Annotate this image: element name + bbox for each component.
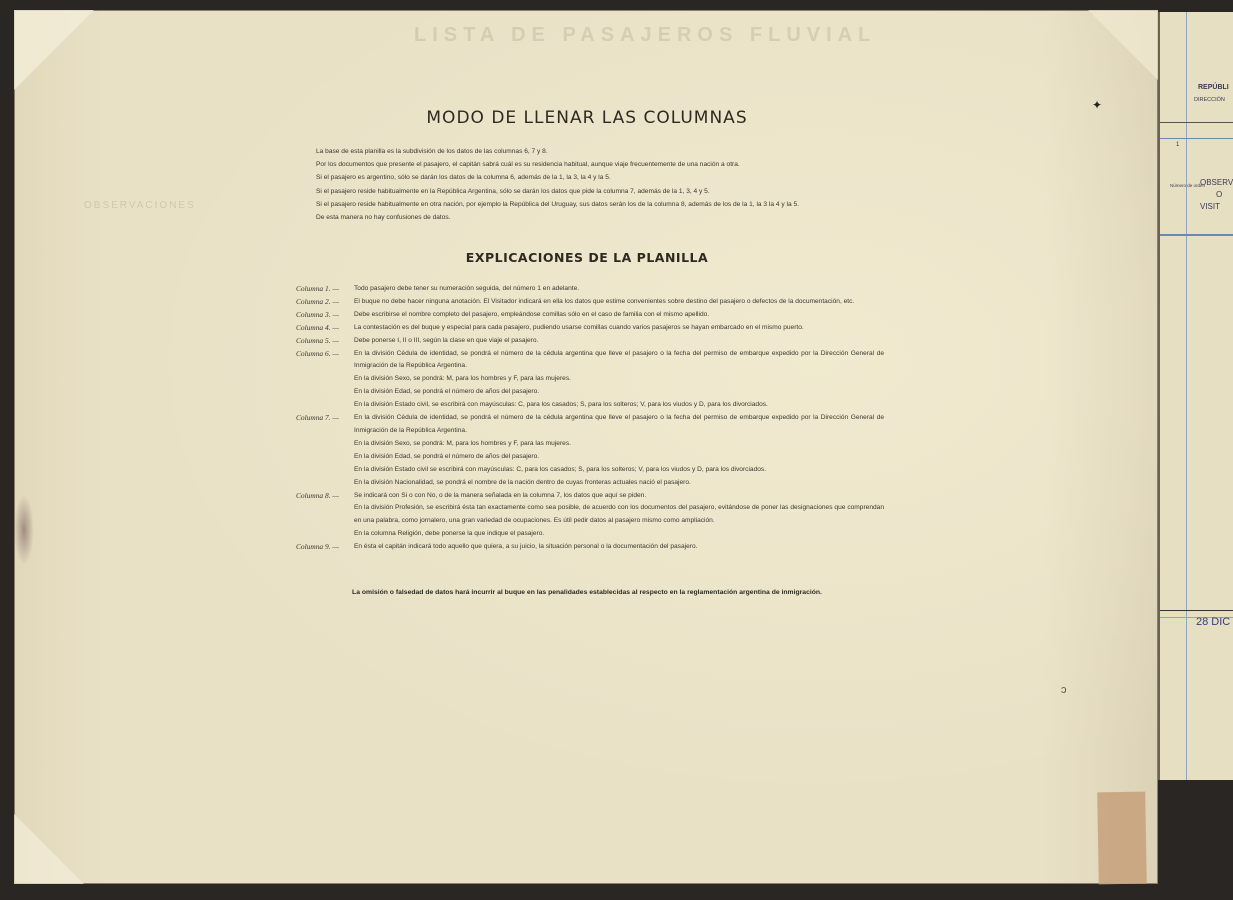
column-row: [296, 373, 884, 386]
column-label: [296, 386, 354, 399]
column-label: [296, 373, 354, 386]
column-row: [296, 309, 884, 322]
column-text: Debe escribirse el nombre completo del pasajero, empleándose comillas sólo en el caso de familia con el mismo apellido.: [354, 310, 710, 318]
column-label: [296, 464, 354, 477]
column-row: [296, 412, 884, 438]
ink-mark: ✦: [1092, 98, 1103, 112]
column-row: [296, 296, 884, 309]
intro-line: Si el pasajero es argentino, sólo se darán los datos de la columna 6, además de la 1, la 3, la 4 y la 5.: [316, 174, 611, 182]
column-label: Columna 3. —: [296, 309, 339, 319]
intro-paragraphs: [296, 145, 884, 224]
column-row: [296, 386, 884, 399]
form-horizontal-rule: [1160, 234, 1233, 236]
column-text: En la división Sexo, se pondrá: M, para los hombres y F, para las mujeres.: [354, 439, 571, 447]
adjacent-header: REPÚBLI: [1198, 84, 1229, 91]
column-row: [296, 490, 884, 503]
adjacent-obs-line: VISIT: [1200, 202, 1221, 211]
column-text: En ésta el capitán indicará todo aquello que quiera, a su juicio, la situación personal o la documentación del pasajero.: [354, 543, 698, 551]
column-text: En la división Edad, se pondrá el número de años del pasajero.: [354, 388, 540, 396]
column-label: [296, 438, 354, 451]
column-text: El buque no debe hacer ninguna anotación. El Visitador indicará en ella los datos que estime convenientes sobre destino del pasajero o defectos de la documentación, etc.: [354, 297, 855, 305]
adjacent-column-number: 1: [1176, 142, 1180, 148]
bleed-through-label: OBSERVACIONES: [84, 200, 196, 211]
column-text: Todo pasajero debe tener su numeración seguida, del número 1 en adelante.: [354, 285, 580, 292]
form-horizontal-rule: [1160, 122, 1233, 123]
column-text: En la columna Religión, debe ponerse la que indique el pasajero.: [354, 530, 545, 538]
column-text: En la división Cédula de identidad, se pondrá el número de la cédula argentina que lleve el pasajero o la fecha del permiso de embarque expedido por la Dirección General de Inmigración de la República Argentina.: [354, 414, 884, 434]
column-row: [296, 335, 884, 348]
column-row: [296, 438, 884, 451]
adjacent-side-label: Número de orden: [1170, 183, 1206, 188]
column-text: En la división Profesión, se escribirá ésta tan exactamente como sea posible, de acuerdo con los documentos del pasajero, evitándose de poner las designaciones que comprendan en una palabra, como jornalero, una gran variedad de ocupaciones. Es útil pedir datos al pasajero mismo como ampliación.: [354, 504, 884, 525]
column-label: [296, 399, 354, 412]
form-horizontal-rule: [1160, 138, 1233, 139]
column-label: Columna 8. —: [296, 490, 339, 500]
intro-line: De esta manera no hay confusiones de datos.: [316, 214, 451, 222]
column-label: Columna 1. —: [296, 284, 339, 293]
adjacent-page: [1158, 12, 1233, 780]
intro-line: Si el pasajero reside habitualmente en otra nación, por ejemplo la República del Uruguay, sus datos serán los de la columna 8, además de los de la 1, la 3 la 4 y la 5.: [316, 200, 799, 208]
column-label: Columna 9. —: [296, 542, 339, 552]
column-text: En la división Sexo, se pondrá: M, para los hombres y F, para las mujeres.: [354, 375, 571, 383]
intro-line: La base de esta planilla es la subdivisión de los datos de las columnas 6, 7 y 8.: [316, 148, 548, 155]
column-row: [296, 451, 884, 464]
tape-strip: [1097, 792, 1147, 885]
intro-line: Si el pasajero reside habitualmente en la República Argentina, sólo se darán los datos que pide la columna 7, además de la 1, 3, 4 y 5.: [316, 187, 710, 195]
column-label: [296, 477, 354, 490]
intro-line: Por los documentos que presente el pasajero, el capitán sabrá cuál es su residencia habitual, aunque viaje frecuentemente de una nación a otra.: [316, 161, 740, 169]
column-row: [296, 477, 884, 490]
column-label: Columna 2. —: [296, 296, 339, 306]
section-subtitle: EXPLICACIONES DE LA PLANILLA: [465, 250, 709, 265]
page-fold-top-left: [14, 10, 94, 90]
adjacent-subheader: DIRECCIÓN: [1194, 97, 1225, 103]
column-text: En la división Nacionalidad, se pondrá el nombre de la nación dentro de cuyas fronteras actuales nació el pasajero.: [354, 478, 691, 486]
column-label: [296, 502, 354, 528]
column-label: [296, 528, 354, 541]
column-row: [296, 322, 884, 335]
column-row: [296, 528, 884, 541]
paper-stain: [14, 495, 34, 565]
column-label: Columna 6. —: [296, 348, 339, 358]
bleed-through-title: LISTA DE PASAJEROS FLUVIAL: [414, 24, 877, 46]
column-text: En la división Estado civil se escribirá con mayúsculas: C, para los casados; S, para los solteros; V, para los viudos y D, para los divorciados.: [354, 465, 767, 473]
column-text: La contestación es del buque y especial para cada pasajero, pudiendo usarse comillas cuando varios pasajeros se hayan embarcado en el mismo puerto.: [354, 323, 804, 331]
column-row: [296, 464, 884, 477]
form-horizontal-rule: [1160, 610, 1233, 611]
column-text: En la división Edad, se pondrá el número de años del pasajero.: [354, 452, 540, 460]
page-fold-top-right: [1088, 10, 1158, 80]
penalty-warning: La omisión o falsedad de datos hará incurrir al buque en las penalidades establecidas al respecto en la reglamentación argentina de inmigración.: [352, 589, 822, 596]
column-row: [296, 399, 884, 412]
column-label: Columna 4. —: [296, 322, 339, 332]
column-row: [296, 348, 884, 374]
column-label: [296, 451, 354, 464]
column-text: En la división Cédula de identidad, se pondrá el número de la cédula argentina que lleve el pasajero o la fecha del permiso de embarque expedido por la Dirección General de Inmigración de la República Argentina.: [354, 349, 884, 370]
column-text: Se indicará con Si o con No, o de la manera señalada en la columna 7, los datos que aquí se piden.: [354, 491, 647, 499]
ink-mark-small: ↄ: [1061, 684, 1067, 696]
column-label: Columna 5. —: [296, 335, 339, 345]
date-stamp: 28 DIC: [1196, 616, 1231, 628]
column-row: [296, 502, 884, 528]
adjacent-obs-line: OBSERV: [1200, 178, 1233, 187]
column-text: En la división Estado civil, se escribirá con mayúsculas: C, para los casados; S, para los solteros; V, para los viudos y D, para los divorciados.: [354, 401, 768, 409]
page-fold-bottom-left: [14, 814, 84, 884]
adjacent-obs-line: O: [1216, 190, 1223, 199]
column-row: [296, 541, 884, 554]
column-row: [296, 283, 884, 296]
column-explanations: [296, 283, 884, 554]
form-vertical-rule: [1186, 12, 1187, 780]
column-text: Debe ponerse I, II o III, según la clase en que viaje el pasajero.: [354, 336, 539, 344]
page-title: MODO DE LLENAR LAS COLUMNAS: [426, 108, 748, 128]
column-label: Columna 7. —: [296, 413, 339, 423]
